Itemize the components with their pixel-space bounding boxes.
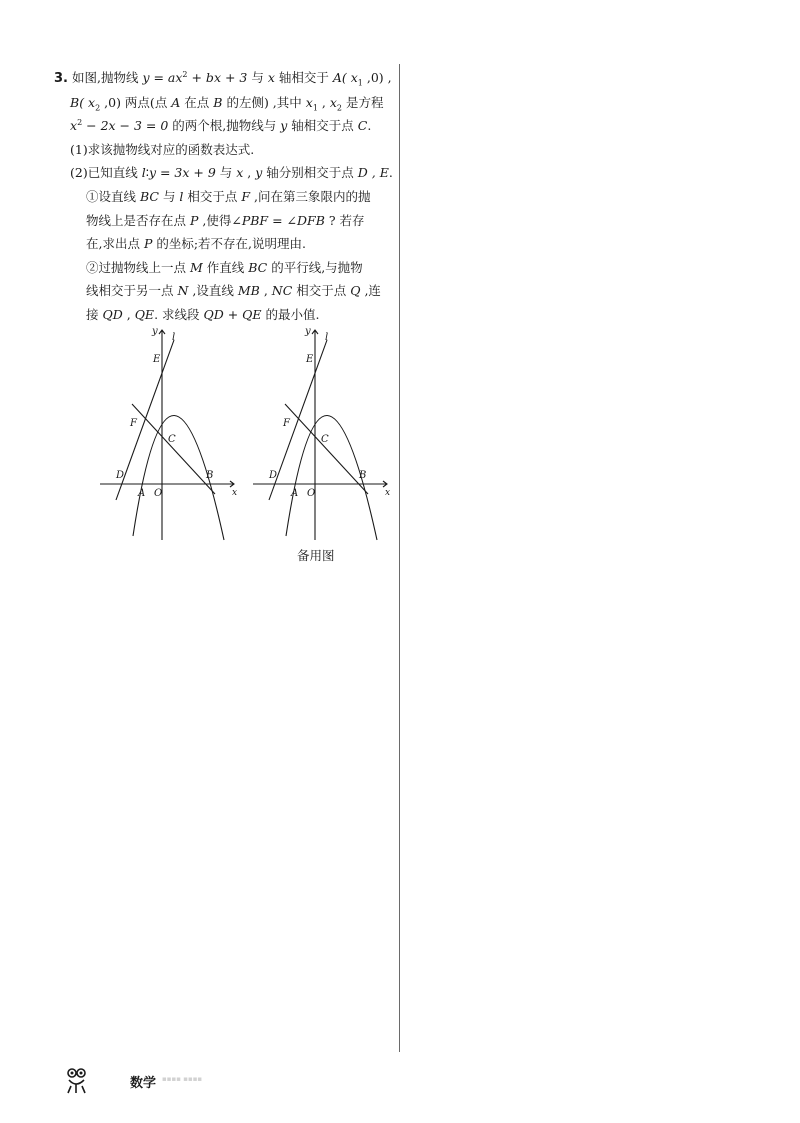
label-d: D — [116, 470, 125, 481]
coordinate-figure — [96, 318, 246, 548]
label-f: F — [283, 418, 290, 429]
line-bc — [285, 404, 368, 494]
footer-subject: 数学 — [130, 1076, 157, 1091]
label-f: F — [130, 418, 137, 429]
label-l: l — [325, 332, 329, 343]
label-e: E — [306, 354, 314, 365]
sub-question-2: ②过抛物线上一点 M 作直线 BC 的平行线,与抛物 — [86, 259, 363, 275]
label-a: A — [138, 488, 146, 499]
problem-3 — [54, 66, 394, 327]
figure-main — [96, 318, 246, 552]
label-o: O — [307, 488, 316, 499]
mascot-logo-icon — [64, 1066, 90, 1094]
label-y: y — [305, 326, 311, 337]
problem-line-3: $x^2 - 2x - 3 = 0$ 的两个根,抛物线与 y 轴相交于点 C. — [70, 118, 372, 134]
problem-number: 3. — [54, 71, 68, 86]
label-a: A — [291, 488, 299, 499]
line-bc — [132, 404, 215, 494]
problem-line-2: B( $x_2$ ,0) 两点(点 A 在点 B 的左侧) ,其中 $x_1$ , $x_2$ 是方程 — [70, 94, 384, 113]
problem-line-1: 3. 如图,抛物线 $y = ax^2$ + bx + 3 与 x 轴相交于 A( $x_1$ ,0) , — [54, 69, 392, 88]
sub-question-2-end: 接 QD , QE. 求线段 QD + QE 的最小值. — [86, 306, 320, 322]
label-c: C — [168, 434, 176, 445]
column-divider — [399, 64, 400, 1052]
sub-question-1-cont: 物线上是否存在点 P ,使得∠PBF = ∠DFB ? 若存 — [86, 212, 365, 228]
label-o: O — [154, 488, 163, 499]
sub-question-1-end: 在,求出点 P 的坐标;若不存在,说明理由. — [86, 236, 307, 252]
figure-caption: 备用图 — [297, 548, 335, 563]
question-1: (1)求该抛物线对应的函数表达式. — [70, 141, 255, 157]
label-x: x — [232, 488, 238, 498]
page-footer — [64, 1066, 264, 1096]
question-2: (2)已知直线 l∶y = 3x + 9 与 x , y 轴分别相交于点 D , E. — [70, 165, 393, 181]
label-b: B — [206, 470, 214, 481]
figure-spare — [249, 318, 399, 552]
label-d: D — [269, 470, 278, 481]
label-x: x — [385, 488, 391, 498]
footer-faint-text: ▪▪▪▪ ▪▪▪▪ — [162, 1075, 203, 1083]
figures — [96, 318, 396, 578]
label-b: B — [359, 470, 367, 481]
sub-question-2-cont: 线相交于另一点 N ,设直线 MB , NC 相交于点 Q ,连 — [86, 283, 381, 299]
label-e: E — [153, 354, 161, 365]
coordinate-figure-spare — [249, 318, 399, 548]
sub-question-1: ①设直线 BC 与 l 相交于点 F ,问在第三象限内的抛 — [86, 188, 371, 204]
label-l: l — [172, 332, 176, 343]
label-c: C — [321, 434, 329, 445]
label-y: y — [152, 326, 158, 337]
